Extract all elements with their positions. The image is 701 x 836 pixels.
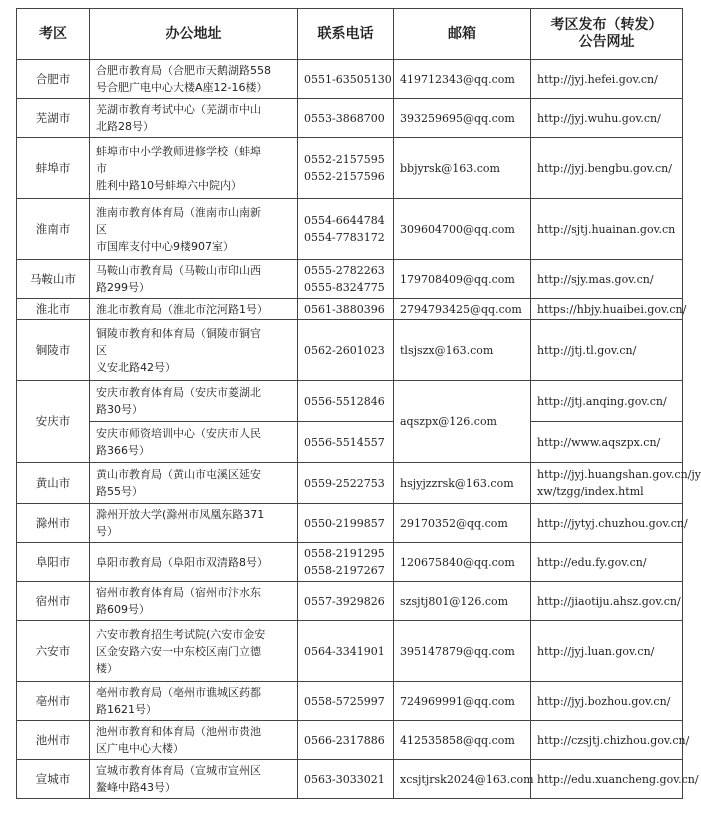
email-cell (394, 760, 534, 799)
website-link-line[interactable]: https://hbjy.huaibei.gov.cn/ (537, 302, 687, 316)
region-cell-line: 淮南市 (35, 221, 71, 236)
header-region: 考区 (17, 9, 90, 60)
email-cell (394, 199, 531, 260)
website-link-line[interactable]: http://edu.xuancheng.gov.cn/ (537, 772, 699, 786)
website-link-line[interactable]: http://jyj.luan.gov.cn/ (537, 644, 655, 658)
address-cell-line: 路55号） (96, 485, 143, 498)
website-link[interactable] (531, 99, 683, 138)
address-cell (90, 721, 298, 760)
region-cell (17, 463, 90, 504)
region-cell (17, 543, 90, 582)
address-cell-line: 合肥市教育局（合肥市天鹅湖路558 (96, 64, 271, 77)
website-link-line[interactable]: http://www.aqszpx.cn/ (537, 435, 661, 449)
address-cell (90, 582, 298, 621)
phone-cell-line: 0564-3341901 (304, 644, 385, 658)
email-cell-line: szsjtj801@126.com (400, 594, 509, 608)
address-cell-line: 区 (96, 343, 107, 357)
phone-cell-line: 0551-63505130 (304, 72, 392, 86)
address-cell (90, 99, 298, 138)
region-cell (17, 381, 90, 463)
address-cell-line: 铜陵市教育和体育局（铜陵市铜官 (96, 326, 261, 340)
phone-cell (298, 463, 394, 504)
website-link-line[interactable]: http://jytyj.chuzhou.gov.cn/ (537, 516, 688, 530)
email-cell (394, 543, 531, 582)
phone-cell (298, 381, 394, 422)
phone-cell (298, 760, 394, 799)
region-cell-line: 宣城市 (35, 771, 71, 786)
address-cell-line: 芜湖市教育考试中心（芜湖市中山 (96, 103, 261, 116)
address-cell (90, 381, 298, 422)
region-cell-line: 合肥市 (35, 71, 71, 86)
website-link[interactable] (531, 760, 699, 799)
table-row (17, 199, 683, 260)
website-link[interactable] (531, 504, 688, 543)
website-link[interactable] (531, 682, 683, 721)
phone-cell-line: 0559-2522753 (304, 476, 385, 490)
table-row (17, 138, 683, 199)
region-cell (17, 260, 90, 299)
address-cell (90, 422, 298, 463)
phone-cell (298, 320, 394, 381)
phone-cell-line: 0553-3868700 (304, 111, 385, 125)
website-link-line[interactable]: http://jyj.wuhu.gov.cn/ (537, 111, 661, 125)
email-cell-line: 393259695@qq.com (400, 111, 515, 125)
email-cell-line: 120675840@qq.com (400, 555, 515, 569)
region-cell (17, 621, 90, 682)
address-cell (90, 463, 298, 504)
website-link-line[interactable]: http://jyj.hefei.gov.cn/ (537, 72, 658, 86)
address-cell-line: 宣城市教育体育局（宣城市宣州区 (96, 764, 261, 777)
table-row (17, 543, 683, 582)
phone-cell (298, 621, 394, 682)
contact-table-container (16, 8, 701, 799)
address-cell-line: 马鞍山市教育局（马鞍山市印山西 (96, 264, 261, 277)
address-cell-line: 区广电中心大楼） (96, 742, 184, 755)
address-cell-line: 亳州市教育局（亳州市谯城区药都 (96, 686, 261, 699)
phone-cell-line: 0555-8324775 (304, 281, 385, 294)
address-cell (90, 260, 298, 299)
email-cell-line: bbjyrsk@163.com (400, 161, 500, 175)
address-cell-line: 市 (96, 161, 107, 175)
website-link-line[interactable]: http://jyj.huangshan.gov.cn/jy (537, 468, 701, 481)
website-link-line[interactable]: http://jyj.bozhou.gov.cn/ (537, 694, 671, 708)
phone-cell (298, 199, 394, 260)
phone-cell (298, 504, 394, 543)
address-cell (90, 621, 298, 682)
phone-cell-line: 0558-2197267 (304, 564, 385, 577)
region-cell-line: 阜阳市 (35, 554, 71, 569)
region-cell-line: 黄山市 (35, 475, 71, 490)
header-address: 办公地址 (90, 9, 298, 60)
table-row (17, 721, 683, 760)
address-cell-line: 阜阳市教育局（阜阳市双清路8号） (96, 555, 268, 569)
email-cell-line: 724969991@qq.com (400, 694, 515, 708)
address-cell-line: 市国库支付中心9楼907室） (96, 239, 234, 253)
address-cell-line: 六安市教育招生考试院(六安市金安 (96, 627, 266, 641)
email-cell (394, 504, 531, 543)
phone-cell-line: 0555-2782263 (304, 264, 385, 277)
website-link[interactable] (531, 721, 690, 760)
exam-region-contact-table (16, 8, 701, 799)
website-link[interactable] (531, 60, 683, 99)
region-cell (17, 99, 90, 138)
phone-cell (298, 299, 394, 320)
region-cell-line: 安庆市 (35, 414, 71, 428)
website-link[interactable] (531, 621, 683, 682)
address-cell-line: 路1621号） (96, 703, 157, 716)
region-cell-line: 亳州市 (35, 693, 71, 708)
region-cell-line: 芜湖市 (35, 110, 71, 125)
phone-cell (298, 543, 394, 582)
address-cell-line: 安庆市教育体育局（安庆市菱湖北 (96, 386, 261, 399)
email-cell (394, 682, 531, 721)
phone-cell (298, 422, 394, 463)
website-link[interactable] (531, 299, 687, 320)
email-cell-line: tlsjszx@163.com (400, 343, 494, 357)
region-cell (17, 721, 90, 760)
phone-cell-line: 0566-2317886 (304, 733, 385, 747)
phone-cell-line: 0552-2157596 (304, 170, 385, 183)
region-cell (17, 320, 90, 381)
address-cell-line: 池州市教育和体育局（池州市贵池 (96, 725, 261, 738)
region-cell (17, 138, 90, 199)
address-cell-line: 号） (96, 525, 118, 538)
address-cell (90, 199, 298, 260)
address-cell-line: 号合肥广电中心大楼A座12-16楼） (96, 81, 268, 94)
address-cell-line: 宿州市教育体育局（宿州市汴水东 (96, 586, 261, 599)
phone-cell-line: 0556-5512846 (304, 394, 385, 408)
header-website-line1: 考区发布（转发） (550, 17, 663, 33)
header-website-line2: 公告网址 (578, 34, 635, 50)
email-cell-line: 29170352@qq.com (400, 516, 508, 530)
website-link-line[interactable]: http://jtj.anqing.gov.cn/ (537, 394, 667, 408)
region-cell (17, 582, 90, 621)
website-link[interactable] (531, 422, 683, 463)
region-cell-line: 池州市 (35, 732, 71, 747)
table-row (17, 463, 683, 504)
table-row (17, 760, 683, 799)
table-row (17, 260, 683, 299)
email-cell-line: hsjyjzzrsk@163.com (400, 476, 514, 490)
phone-cell-line: 0558-2191295 (304, 547, 385, 560)
address-cell-line: 路609号） (96, 603, 150, 616)
table-row (17, 99, 683, 138)
phone-cell-line: 0557-3929826 (304, 594, 385, 608)
address-cell (90, 320, 298, 381)
address-cell-line: 楼） (96, 661, 118, 675)
table-row (17, 320, 683, 381)
table-body (17, 60, 701, 799)
phone-cell (298, 60, 394, 99)
email-cell (394, 621, 531, 682)
address-cell-line: 鳌峰中路43号） (96, 781, 176, 794)
email-cell (394, 582, 531, 621)
website-link[interactable] (531, 543, 683, 582)
header-phone: 联系电话 (298, 9, 394, 60)
website-link-line[interactable]: http://jiaotiju.ahsz.gov.cn/ (537, 594, 681, 608)
email-cell-line: 309604700@qq.com (400, 222, 515, 236)
website-link-line[interactable]: http://sjtj.huainan.gov.cn (537, 222, 676, 236)
email-cell (394, 260, 531, 299)
phone-cell-line: 0554-6644784 (304, 214, 385, 227)
website-link[interactable] (531, 381, 683, 422)
email-cell (394, 138, 531, 199)
table-row (17, 504, 683, 543)
region-cell (17, 504, 90, 543)
website-link-line[interactable]: http://sjy.mas.gov.cn/ (537, 272, 654, 286)
table-row (17, 381, 683, 422)
table-row (17, 299, 683, 320)
table-row (17, 60, 683, 99)
table-row (17, 621, 683, 682)
header-website (531, 9, 683, 60)
header-email: 邮箱 (394, 9, 531, 60)
website-link[interactable] (531, 199, 683, 260)
address-cell-line: 区金安路六安一中东校区南门立德 (96, 644, 261, 658)
address-cell-line: 安庆市师资培训中心（安庆市人民 (96, 427, 261, 440)
email-cell-line: 2794793425@qq.com (400, 302, 522, 316)
email-cell (394, 299, 531, 320)
address-cell (90, 682, 298, 721)
email-cell-line: 419712343@qq.com (400, 72, 515, 86)
website-link-line[interactable]: xw/tzgg/index.html (537, 485, 644, 498)
address-cell-line: 区 (96, 222, 107, 236)
address-cell (90, 138, 298, 199)
phone-cell (298, 260, 394, 299)
address-cell (90, 60, 298, 99)
table-header-row (17, 9, 683, 60)
phone-cell-line: 0556-5514557 (304, 435, 385, 449)
email-cell (394, 463, 531, 504)
phone-cell-line: 0552-2157595 (304, 153, 385, 166)
phone-cell (298, 99, 394, 138)
address-cell (90, 504, 298, 543)
phone-cell-line: 0563-3033021 (304, 772, 385, 786)
region-cell (17, 760, 90, 799)
website-link[interactable] (531, 138, 683, 199)
website-link[interactable] (531, 463, 701, 504)
address-cell-line: 黄山市教育局（黄山市屯溪区延安 (96, 468, 261, 481)
phone-cell-line: 0554-7783172 (304, 231, 385, 244)
address-cell (90, 760, 298, 799)
email-cell-line: 412535858@qq.com (400, 733, 515, 747)
table-row (17, 582, 683, 621)
address-cell-line: 路299号） (96, 281, 150, 294)
email-cell-line: 395147879@qq.com (400, 644, 515, 658)
region-cell-line: 六安市 (35, 643, 71, 658)
address-cell-line: 蚌埠市中小学教师进修学校（蚌埠 (96, 144, 261, 158)
email-cell (394, 60, 531, 99)
region-cell-line: 马鞍山市 (30, 271, 76, 286)
region-cell (17, 299, 90, 320)
website-link-line[interactable]: http://edu.fy.gov.cn/ (537, 555, 647, 569)
phone-cell (298, 582, 394, 621)
website-link[interactable] (531, 260, 683, 299)
email-cell-line: xcsjtjrsk2024@163.com (400, 772, 534, 786)
address-cell-line: 淮北市教育局（淮北市沱河路1号） (96, 302, 268, 316)
phone-cell-line: 0550-2199857 (304, 516, 385, 530)
region-cell-line: 铜陵市 (35, 342, 71, 357)
table-row (17, 422, 683, 463)
address-cell (90, 543, 298, 582)
address-cell-line: 北路28号） (96, 120, 154, 133)
region-cell-line: 宿州市 (35, 593, 71, 608)
email-cell (394, 320, 531, 381)
phone-cell (298, 138, 394, 199)
email-cell (394, 99, 531, 138)
website-link-line[interactable]: http://jyj.bengbu.gov.cn/ (537, 161, 672, 175)
website-link[interactable] (531, 320, 683, 381)
email-cell (394, 381, 531, 463)
phone-cell-line: 0561-3880396 (304, 302, 385, 316)
address-cell (90, 299, 298, 320)
address-cell-line: 淮南市教育体育局（淮南市山南新 (96, 205, 261, 219)
address-cell-line: 滁州开放大学(滁州市凤凰东路371 (96, 508, 265, 521)
address-cell-line: 胜利中路10号蚌埠六中院内） (96, 178, 242, 192)
phone-cell (298, 721, 394, 760)
table-row (17, 682, 683, 721)
region-cell-line: 滁州市 (35, 515, 71, 530)
address-cell-line: 路366号） (96, 444, 150, 457)
address-cell-line: 义安北路42号） (96, 360, 176, 374)
email-cell (394, 721, 531, 760)
email-cell-line: 179708409@qq.com (400, 272, 515, 286)
region-cell (17, 199, 90, 260)
region-cell-line: 蚌埠市 (35, 160, 71, 175)
website-link-line[interactable]: http://jtj.tl.gov.cn/ (537, 343, 637, 357)
phone-cell-line: 0558-5725997 (304, 694, 385, 708)
region-cell-line: 淮北市 (35, 301, 71, 316)
region-cell (17, 60, 90, 99)
website-link[interactable] (531, 582, 683, 621)
phone-cell (298, 682, 394, 721)
region-cell (17, 682, 90, 721)
website-link-line[interactable]: http://czsjtj.chizhou.gov.cn/ (537, 733, 690, 747)
phone-cell-line: 0562-2601023 (304, 343, 385, 357)
address-cell-line: 路30号） (96, 403, 143, 416)
email-cell-line: aqszpx@126.com (400, 415, 497, 428)
